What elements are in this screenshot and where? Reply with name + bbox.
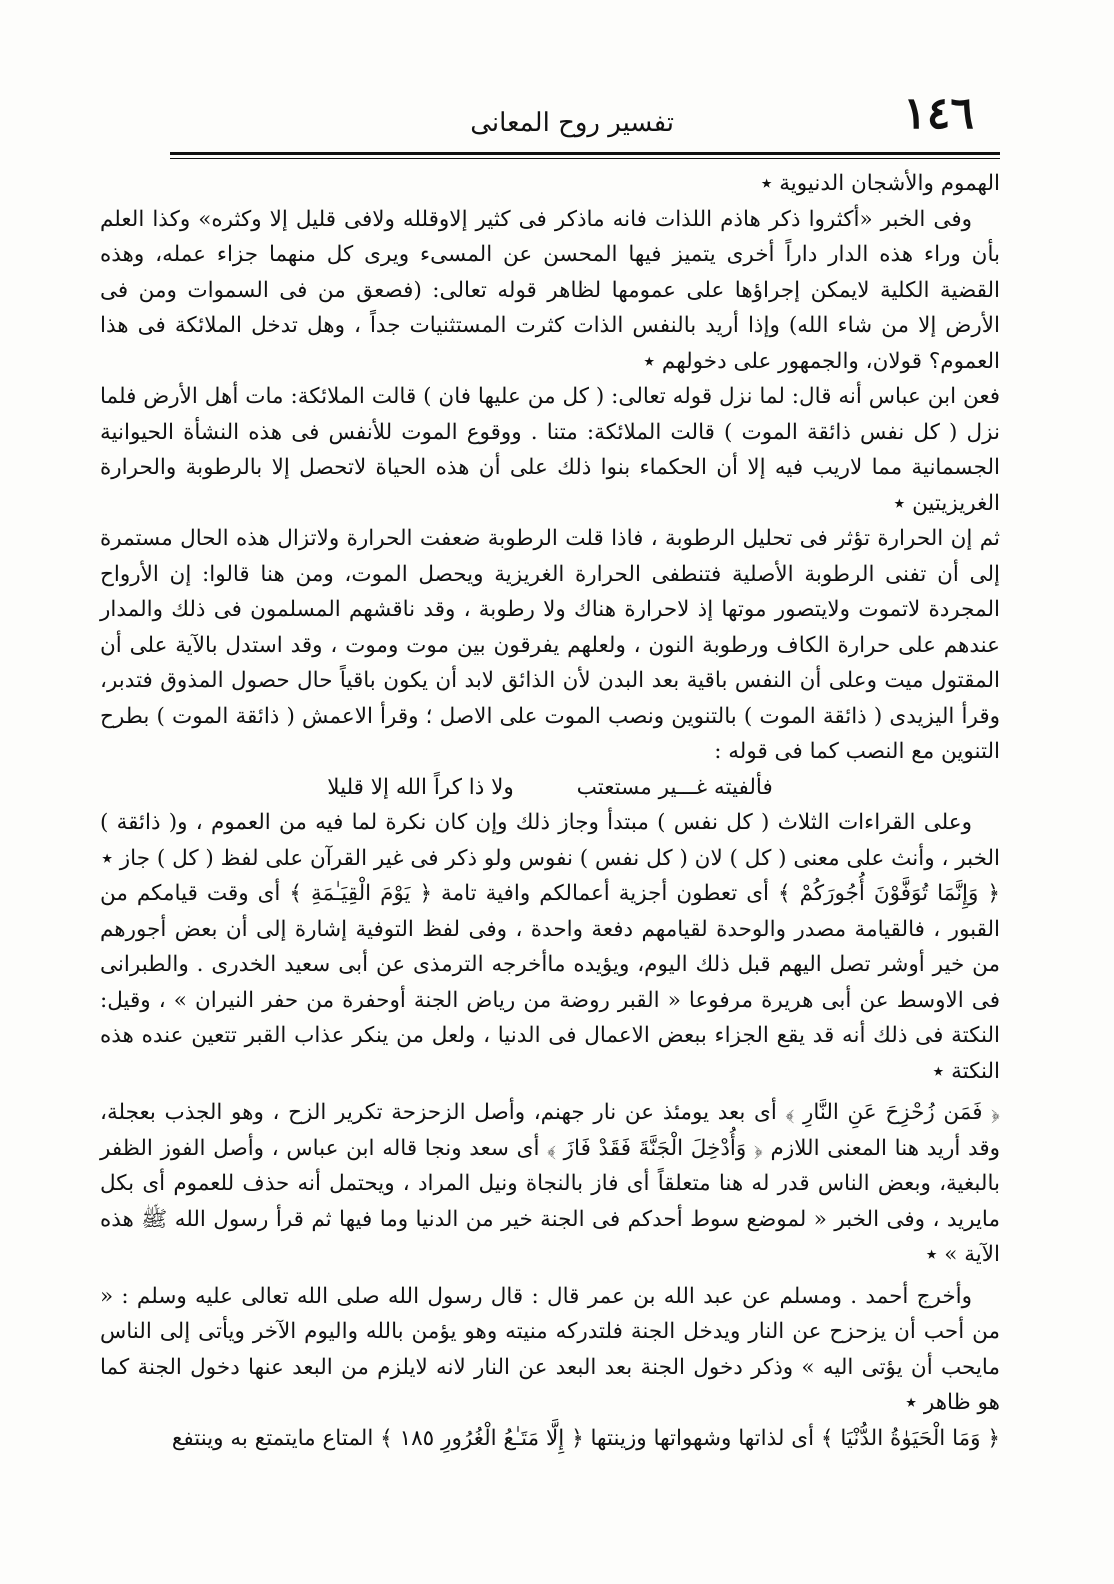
header-rule — [170, 152, 1000, 155]
paragraph: ﴿ وَمَا الْحَيَوٰةُ الدُّنْيَا ﴾ أى لذاتها وشهواتها وزينتها ﴿ إِلَّا مَتَـٰعُ الْغُرُورِ ١٨٥ ﴾ المتاع مايتمتع به وينتفع — [171, 1425, 1000, 1451]
paragraph: ﴿ فَمَن زُحْزِحَ عَنِ النَّارِ ﴾ أى بعد يومئذ عن نار جهنم، وأصل الزحزحة تكرير الزح ، وهو الجذب بعجلة، وقد أريد هنا المعنى اللازم ﴿ وَأُدْخِلَ الْجَنَّةَ فَقَدْ فَازَ ﴾ أى سعد ونجا قاله ابن عباس ، وأصل الفوز الظفر بالبغية، وبعض الناس قدر له هنا متعلقاً أى فاز بالنجاة ونيل المراد ، ويحتمل أنه حذف للعموم أى بكل مايريد ، وفى الخبر « لموضع سوط أحدكم فى الجنة خير من الدنيا وما فيها ثم قرأ رسول الله ﷺ هذه الآية » ٭ — [100, 1100, 1000, 1267]
page-number: ١٤٦ — [903, 88, 974, 139]
header-rule-thin — [170, 158, 1000, 159]
body-text — [100, 166, 1000, 1456]
poetry-verse — [100, 770, 1000, 806]
paragraph: ثم إن الحرارة تؤثر فى تحليل الرطوبة ، فاذا قلت الرطوبة ضعفت الحرارة ولاتزال هذه الحال مستمرة إلى أن تفنى الرطوبة الأصلية فتنطفى الحرارة الغريزية ويحصل الموت، ومن هنا قالوا: إن الأرواح المجردة لاتموت ولايتصور موتها إذ لاحرارة هناك ولا رطوبة ، وقد ناقشهم المسلمون فى ذلك والمدار عندهم على حرارة الكاف ورطوبة النون ، ولعلهم يفرقون بين موت وموت ، وقد استدل بالآية على أن المقتول ميت وعلى أن النفس باقية بعد البدن لأن الذائق لابد أن يكون باقياً حال حصول المذوق فتدبر، وقرأ اليزيدى ( ذائقة الموت ) بالتنوين ونصب الموت على الاصل ؛ وقرأ الاعمش ( ذائقة الموت ) بطرح التنوين مع النصب كما فى قوله : — [100, 526, 1000, 764]
paragraph: ﴿ وَإِنَّمَا تُوَفَّوْنَ أُجُورَكُمْ ﴾ أى تعطون أجزية أعمالكم وافية تامة ﴿ يَوْمَ الْقِيَـٰمَةِ ﴾ أى وقت قيامكم من القبور ، فالقيامة مصدر والوحدة لقيامهم دفعة واحدة ، وفى لفظ التوفية إشارة إلى أن بعض أجورهم من خير أوشر تصل اليهم قبل ذلك اليوم، ويؤيده ماأخرجه الترمذى عن أبى سعيد الخدرى . والطبرانى فى الاوسط عن أبى هريرة مرفوعا « القبر روضة من رياض الجنة أوحفرة من حفر النيران » ، وقيل: النكتة فى ذلك أنه قد يقع الجزاء ببعض الاعمال فى الدنيا ، ولعل من ينكر عذاب القبر تتعين عنده هذه النكتة ٭ — [100, 881, 1000, 1084]
paragraph: فعن ابن عباس أنه قال: لما نزل قوله تعالى: ( كل من عليها فان ) قالت الملائكة: مات أهل الأرض فلما نزل ( كل نفس ذائقة الموت ) قالت الملائكة: متنا . ووقوع الموت للأنفس فى هذه النشأة الحيوانية الجسمانية مما لاريب فيه إلا أن الحكماء بنوا ذلك على أن هذه الحياة لاتحصل إلا بالرطوبة والحرارة الغريزيتين ٭ — [100, 384, 1000, 516]
page-header — [170, 88, 974, 158]
verse-hemistich-first: فألفيته غـــير مستعتب — [576, 774, 773, 800]
paragraph: وأخرج أحمد . ومسلم عن عبد الله بن عمر قال : قال رسول الله صلى الله تعالى عليه وسلم : « من أحب أن يزحزح عن النار ويدخل الجنة فلتدركه منيته وهو يؤمن بالله واليوم الآخر ويأتى إلى الناس مايحب أن يؤتى اليه » وذكر دخول الجنة بعد البعد عن النار لانه لايلزم من البعد عنها دخول الجنة كما هو ظاهر ٭ — [100, 1283, 1000, 1415]
running-title: تفسير روح المعانى — [470, 108, 674, 138]
verse-hemistich-second: ولا ذا كراً الله إلا قليلا — [327, 774, 514, 800]
paragraph: وفى الخبر «أكثروا ذكر هاذم اللذات فانه ماذكر فى كثير إلاوقلله ولافى قليل إلا وكثره» وكذا العلم بأن وراء هذه الدار داراً أخرى يتميز فيها المحسن عن المسىء ويرى كل منهما جزاء عمله، وهذه القضية الكلية لايمكن إجراؤها على عمومها لظاهر قوله تعالى: (فصعق من فى السموات ومن فى الأرض إلا من شاء الله) وإذا أريد بالنفس الذات كثرت المستثنيات جداً ، وهل تدخل الملائكة فى هذا العموم؟ قولان، والجمهور على دخولهم ٭ — [100, 206, 1000, 374]
paragraph: وعلى القراءات الثلاث ( كل نفس ) مبتدأ وجاز ذلك وإن كان نكرة لما فيه من العموم ، و( ذائقة ) الخبر ، وأنث على معنى ( كل ) لان ( كل نفس ) نفوس ولو ذكر فى غير القرآن على لفظ ( كل ) جاز ٭ — [100, 810, 1000, 871]
paragraph: الهموم والأشجان الدنيوية ٭ — [760, 171, 1000, 196]
